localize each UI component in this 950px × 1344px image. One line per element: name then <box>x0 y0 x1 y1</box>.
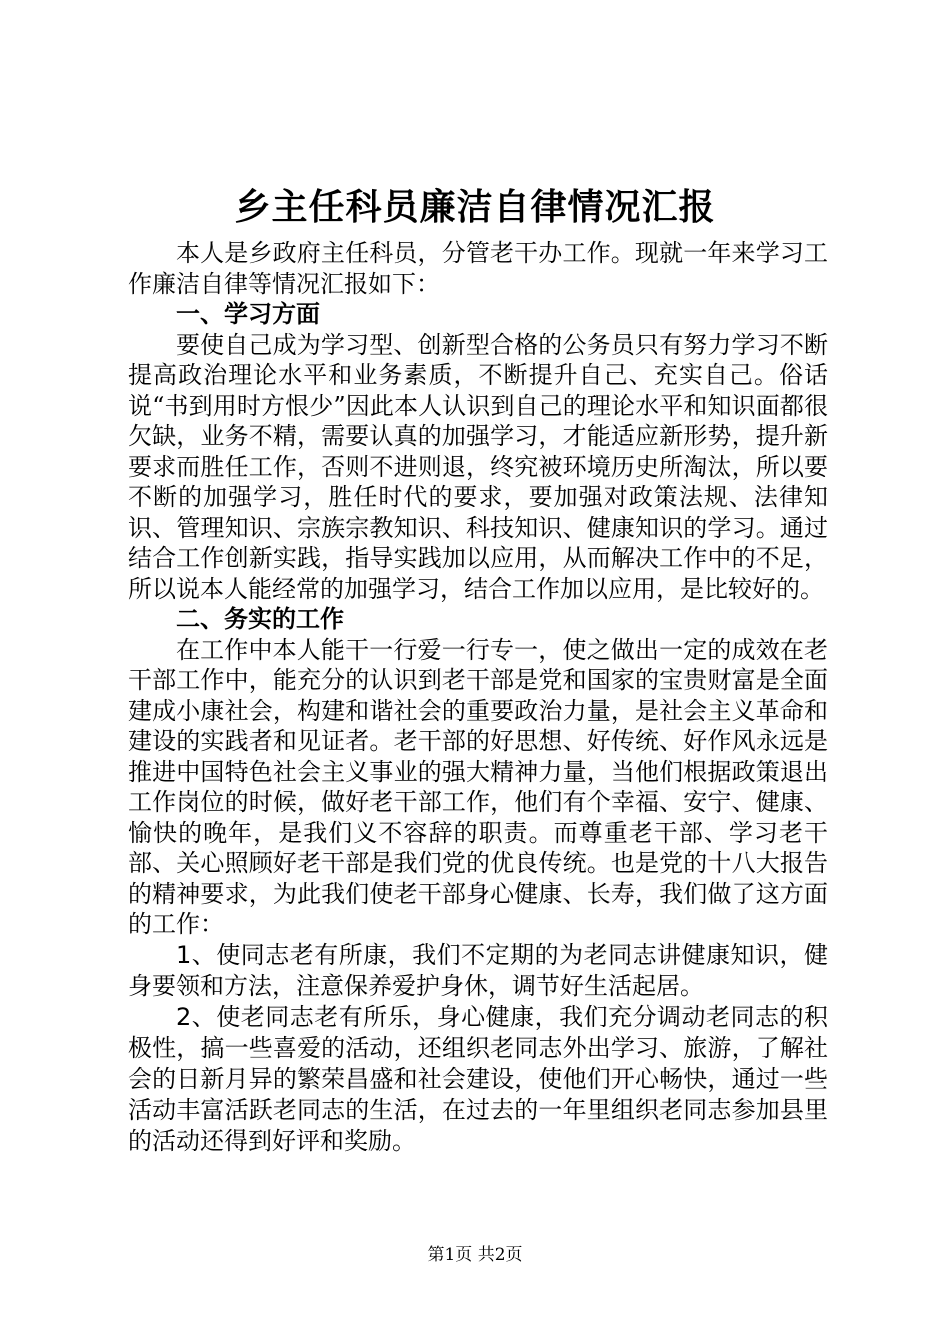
section-heading-study: 一、学习方面 <box>176 300 320 328</box>
paragraph-work: 在工作中本人能干一行爱一行专一，使之做出一定的成效在老干部工作中，能充分的认识到老干部是党和国家的宝贵财富是全面建成小康社会，构建和谐社会的重要政治力量，是社会主义革命和建设的实践者和见证者。老干部的好思想、好传统、好作风永远是推进中国特色社会主义事业的强大精神力量，当他们根据政策退出工作岗位的时候，做好老干部工作，他们有个幸福、安宁、健康、愉快的晚年，是我们义不容辞的职责。而尊重老干部、学习老干部、关心照顾好老干部是我们党的优良传统。也是党的十八大报告的精神要求，为此我们使老干部身心健康、长寿，我们做了这方面的工作： <box>128 635 828 938</box>
list-item-happiness: 2、使老同志老有所乐，身心健康，我们充分调动老同志的积极性，搞一些喜爱的活动，还组织老同志外出学习、旅游，了解社会的日新月异的繁荣昌盛和社会建设，使他们开心畅快，通过一些活动丰富活跃老同志的生活，在过去的一年里组织老同志参加县里的活动还得到好评和奖励。 <box>128 1002 828 1155</box>
paragraph-intro: 本人是乡政府主任科员，分管老干办工作。现就一年来学习工作廉洁自律等情况汇报如下： <box>128 239 828 298</box>
document-title: 乡主任科员廉洁自律情况汇报 <box>234 187 716 228</box>
paragraph-study: 要使自己成为学习型、创新型合格的公务员只有努力学习不断提高政治理论水平和业务素质，不断提升自己、充实自己。俗话说“书到用时方恨少”因此本人认识到自己的理论水平和知识面都很欠缺，业务不精，需要认真的加强学习，才能适应新形势，提升新要求而胜任工作，否则不进则退，终究被环境历史所淘汰，所以要不断的加强学习，胜任时代的要求，要加强对政策法规、法律知识、管理知识、宗族宗教知识、科技知识、健康知识的学习。通过结合工作创新实践，指导实践加以应用，从而解决工作中的不足，所以说本人能经常的加强学习，结合工作加以应用，是比较好的。 <box>128 330 828 603</box>
section-heading-work: 二、务实的工作 <box>176 605 344 633</box>
list-item-health: 1、使同志老有所康，我们不定期的为老同志讲健康知识，健身要领和方法，注意保养爱护身休，调节好生活起居。 <box>128 940 828 1000</box>
page-number-footer: 第1页 共2页 <box>427 1245 523 1265</box>
document-body <box>128 238 828 1157</box>
